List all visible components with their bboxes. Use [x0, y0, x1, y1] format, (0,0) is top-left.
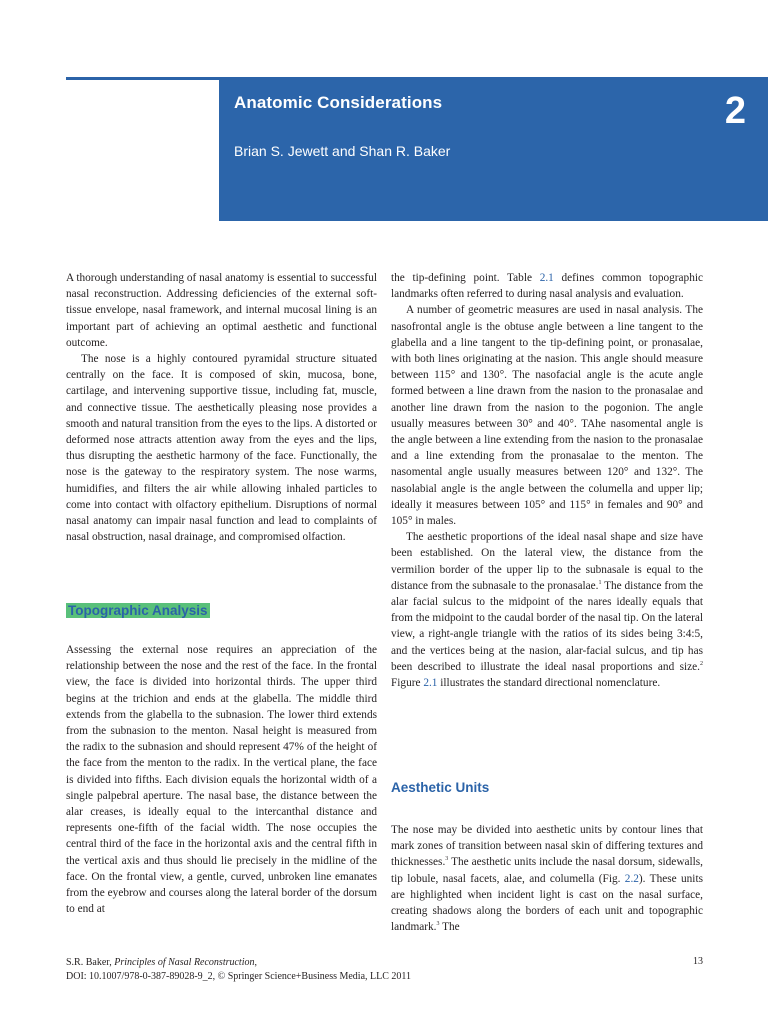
highlighted-heading-text: Topographic Analysis [68, 603, 208, 618]
reference-superscript[interactable]: 2 [700, 661, 703, 668]
table-link[interactable]: 2.1 [539, 272, 554, 284]
paragraph [391, 270, 703, 302]
text-run: The nose may be divided into aesthetic units by contour lines that mark zones of transition between nasal skin of differing textures and thicknesses. [391, 824, 703, 869]
paragraph: The nose is a highly contoured pyramidal structure situated centrally on the face. It is composed of skin, mucosa, bone, cartilage, and intervening supportive tissue, including fat, muscle, and connective tissue. The aesthetically pleasing nose provides a smooth and natural transition from the eyes to the lips. A distorted or deformed nose attracts attention away from the eyes and the lips, thus disrupting the aesthetic harmony of the face. Functionally, the nose is the gateway to the respiratory system. The nose warms, humidifies, and filters the air while allowing inhaled particles to come into contact with olfactory epithelium. Disruptions of normal nasal anatomy can impair nasal function and lead to complaints of nasal obstruction, nasal drainage, and compromised olfaction. [66, 353, 377, 544]
chapter-authors: Brian S. Jewett and Shan R. Baker [234, 143, 451, 159]
text-run: Figure [391, 677, 424, 690]
citation-line-1 [66, 956, 411, 970]
paragraph [391, 529, 703, 691]
section-heading-aesthetic-units: Aesthetic Units [391, 780, 490, 795]
text-run: The distance from the alar facial sulcus to the midpoint of the nares ideally equals that from the midpoint to the caudal border of the nasal tip. On the lateral view, a right-angle triangle with the ratios of its sides being 3:4:5, and the vertices being at the nasion, alar-facial sulcus, and tip has been described to illustrate the ideal nasal proportions and size. [391, 579, 703, 673]
paragraph [391, 822, 703, 935]
reference-superscript[interactable]: 1 [598, 580, 602, 587]
left-column-lower [66, 642, 377, 917]
reference-superscript[interactable]: 3 [436, 921, 440, 928]
text-run: , [254, 957, 257, 968]
section-heading-topographic-analysis [66, 603, 210, 618]
paragraph: A thorough understanding of nasal anatomy is essential to successful nasal reconstruction. Addressing deficiencies of the external soft-tissue envelope, nasal framework, and internal mucosal lining is an important part of achieving an optimal aesthetic and functional outcome. [66, 272, 377, 349]
right-column [391, 270, 703, 691]
text-run: ). These units are highlighted when incident light is cast on the nasal surface, creating shadows along the borders of each unit and topographic landmark. [391, 872, 703, 934]
citation-footer [66, 956, 411, 984]
paragraph: A number of geometric measures are used in nasal analysis. The nasofrontal angle is the obtuse angle between a line tangent to the glabella and a line tangent to the tip-defining point, or pronasalae, with both lines originating at the nasion. This angle should measure between 115° and 130°. The nasofacial angle is the acute angle formed between a line drawn from the nasion to the pronasalae and another line drawn from the nasion to the pogonion. The angle usually measures between 30° and 40°. TAhe nasomental angle is the angle between a line extending from the nasion to the pronasalae and a line extending from the pronasalae to the menton. The nasomental angle usually measures between 120° and 132°. The nasolabial angle is the angle between the columella and upper lip; ideally it measures between 105° and 115° in females and 90° and 105° in males. [391, 304, 703, 528]
paragraph: Assessing the external nose requires an appreciation of the relationship between the nose and the rest of the face. In the frontal view, the face is divided into horizontal thirds. The upper third begins at the trichion and ends at the glabella. The middle third extends from the glabella to the subnasion. The lower third extends from the subnasion to the menton. Nasal height is measured from the radix to the subnasion and should represent 47% of the height of the face from the menton to the radix. In the vertical plane, the face is divided into fifths. Each division equals the horizontal width of a single palpebral aperture. The nasal base, the distance between the alar creases, is ideally equal to the intercanthal distance and represents one-fifth of the facial width. The nose occupies the central third of the face in the horizontal axis and the central fifth in the vertical axis and thus should lie precisely in the midline of the face. On the frontal view, a gentle, curved, unbroken line emanates from the eyebrow and courses along the lateral border of the dorsum to end at [66, 644, 377, 916]
text-run: The [439, 921, 460, 934]
text-run: S.R. Baker, [66, 957, 115, 968]
text-run: illustrates the standard directional nomenclature. [437, 677, 661, 690]
chapter-number: 2 [724, 90, 746, 132]
text-run: defines common topographic landmarks often referred to during nasal analysis and evaluation. [391, 272, 704, 301]
text-run: The aesthetic units include the nasal dorsum, sidewalls, tip lobule, nasal facets, alae, and columella (Fig. [391, 856, 703, 885]
left-column [66, 270, 377, 545]
reference-superscript[interactable]: 3 [445, 856, 449, 863]
citation-line-2: DOI: 10.1007/978-0-387-89028-9_2, © Springer Science+Business Media, LLC 2011 [66, 971, 412, 982]
chapter-title: Anatomic Considerations [234, 93, 443, 112]
page-number: 13 [693, 956, 703, 967]
figure-link[interactable]: 2.1 [423, 677, 438, 690]
right-column-lower [391, 822, 703, 935]
text-run: The aesthetic proportions of the ideal nasal shape and size have been established. On the lateral view, the distance from the vermilion border of the upper lip to the subnasale is equal to the distance from the subnasale to the pronasalae. [391, 531, 703, 592]
chapter-header [219, 80, 768, 221]
figure-link[interactable]: 2.2 [624, 872, 639, 885]
book-title: Principles of Nasal Reconstruction [114, 957, 255, 968]
text-run: the tip-defining point. Table [391, 272, 540, 284]
